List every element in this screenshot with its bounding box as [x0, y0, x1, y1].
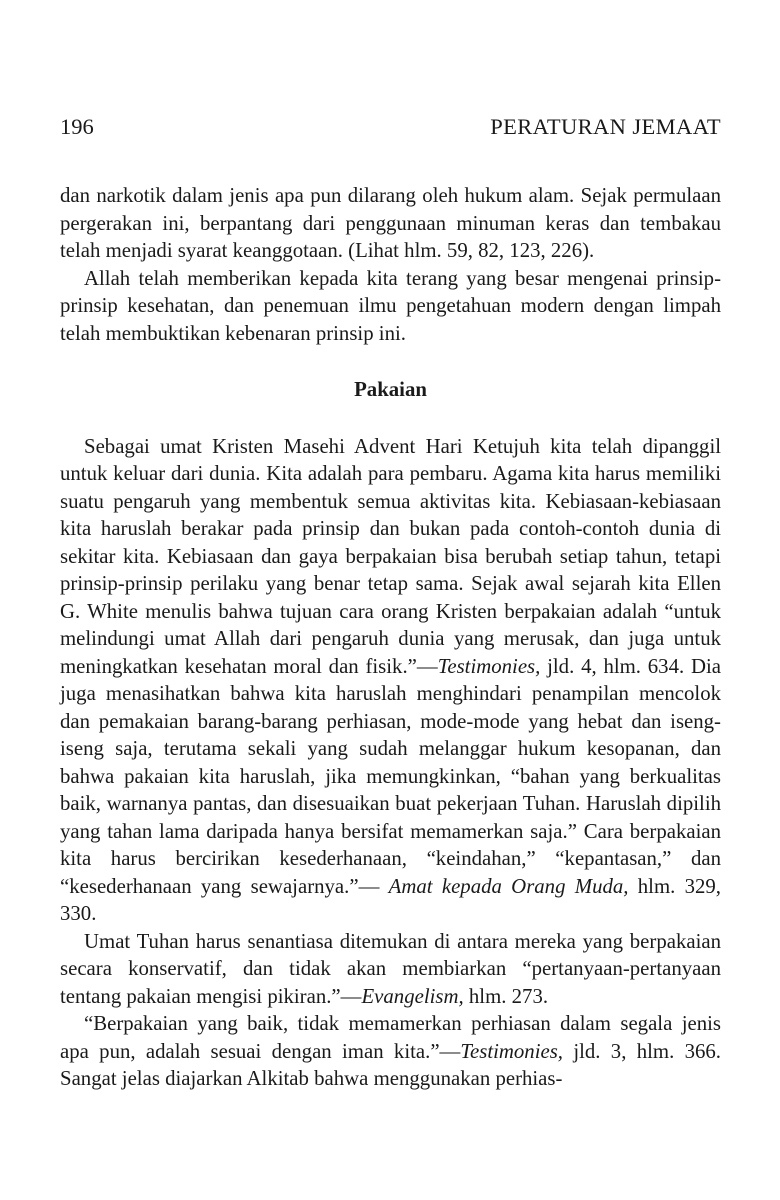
paragraph-continued: dan narkotik dalam jenis apa pun dilarang oleh hukum alam. Sejak permulaan pergerakan ini, berpantang dari penggunaan minuman keras dan tembakau telah menjadi syarat keanggotaan. (Lihat hlm. 59, 82, 123, 226).: [60, 184, 721, 262]
citation: Evangelism,: [361, 984, 464, 1008]
running-title: PERATURAN JEMAAT: [490, 114, 721, 139]
paragraph: [60, 1010, 721, 1093]
book-page: [60, 112, 721, 1093]
paragraph-text: hlm. 329, 330.: [60, 874, 721, 925]
body-text: [60, 182, 721, 1093]
paragraph: [60, 928, 721, 1011]
section-heading: Pakaian: [354, 378, 427, 401]
paragraph-text: hlm. 273.: [463, 984, 549, 1008]
citation: Testimonies,: [437, 654, 541, 678]
paragraph-text: “Berpakaian yang baik, tidak memamerkan perhiasan dalam segala jenis apa pun, adalah sesuai dengan iman kita.”—: [60, 1012, 721, 1063]
running-header: [60, 112, 721, 142]
paragraph-text: Umat Tuhan harus senantiasa ditemukan di antara mereka yang berpakaian secara konservatif, dan tidak akan membiarkan “pertanyaan-pertanyaan tentang pakaian mengisi pikiran.”—: [60, 929, 721, 1008]
citation: Testimonies,: [460, 1039, 563, 1063]
paragraph: Allah telah memberikan kepada kita terang yang besar mengenai prinsip-prinsip kesehatan, dan penemuan ilmu pengetahuan modern dengan limpah telah membuktikan kebenaran prinsip ini.: [60, 266, 721, 345]
paragraph-text: Sebagai umat Kristen Masehi Advent Hari Ketujuh kita telah dipanggil untuk keluar dari dunia. Kita adalah para pembaru. Agama kita harus memiliki suatu pengaruh yang membentuk semua aktivitas kita. Kebiasaan-kebiasaan kita haruslah berakar pada prinsip dan bukan pada contoh-contoh dunia di sekitar kita. Kebiasaan dan gaya berpakaian bisa berubah setiap tahun, tetapi prinsip-prinsip perilaku yang benar tetap sama. Sejak awal sejarah kita Ellen G. White menulis bahwa tujuan cara orang Kristen berpakaian adalah “untuk melindungi umat Allah dari pengaruh dunia yang merusak, dan juga untuk meningkatkan kesehatan moral dan fisik.”—: [60, 434, 721, 678]
paragraph: [60, 433, 721, 928]
page-number: 196: [60, 114, 94, 139]
paragraph-text: jld. 3, hlm. 366. Sangat jelas diajarkan Alkitab bahwa menggunakan perhias-: [60, 1039, 721, 1090]
citation: Amat kepada Orang Muda,: [388, 874, 629, 898]
paragraph-text: jld. 4, hlm. 634. Dia juga menasihatkan bahwa kita haruslah menghindari penampilan mencolok dan pemakaian barang-barang perhiasan, mode-mode yang hebat dan iseng-iseng saja, terutama sekali yang sudah melanggar hukum kesopanan, dan bahwa pakaian kita haruslah, jika memungkinkan, “bahan yang berkualitas baik, warnanya pantas, dan disesuaikan buat pekerjaan Tuhan. Haruslah dipilih yang tahan lama daripada hanya bersifat memamerkan saja.” Cara berpakaian kita harus bercirikan kesederhanaan, “keindahan,” “kepantasan,” dan “kesederhanaan yang sewajarnya.”—: [60, 654, 721, 898]
